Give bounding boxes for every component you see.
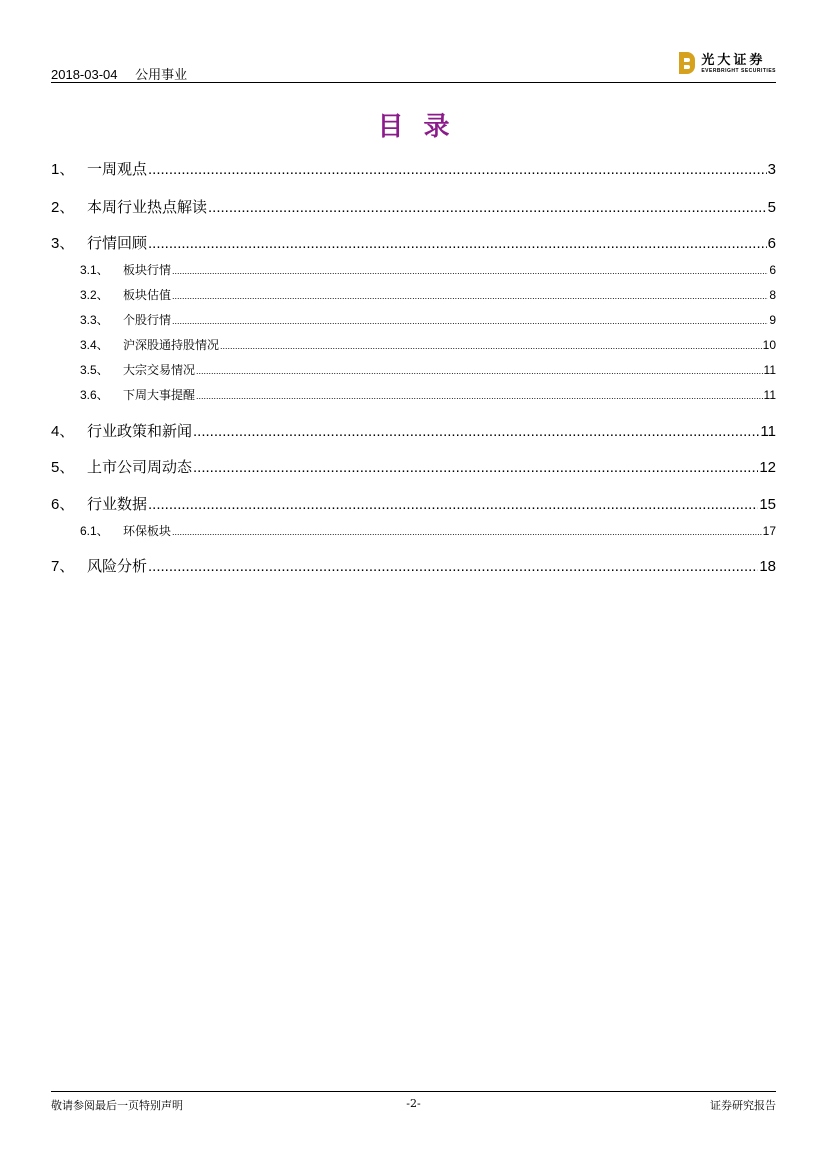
toc-subentry[interactable]: [51, 522, 776, 539]
toc-leader: [193, 423, 759, 440]
toc-subentry[interactable]: [51, 336, 776, 353]
report-date: 2018-03-04: [51, 67, 118, 82]
toc-number: 3.2、: [80, 288, 109, 302]
toc-label: 环保板块: [123, 524, 172, 538]
toc-label: 行业数据: [87, 496, 148, 513]
toc-leader: [172, 524, 762, 538]
toc-entry[interactable]: [51, 420, 776, 441]
toc-subentry[interactable]: [51, 311, 776, 328]
toc-leader: [193, 459, 758, 476]
toc-number: 2、: [51, 199, 75, 216]
toc-label: 板块估值: [123, 288, 172, 302]
toc-page: 11: [760, 423, 776, 440]
toc-leader: [148, 161, 767, 178]
toc-number: 3.5、: [80, 363, 109, 377]
toc-page: 6: [769, 263, 776, 277]
toc-number: 6、: [51, 496, 75, 513]
toc-page: 17: [762, 524, 776, 538]
toc-label: 风险分析: [87, 558, 148, 575]
toc-number: 3.4、: [80, 338, 109, 352]
header-meta: [51, 64, 201, 83]
toc-label: 大宗交易情况: [123, 363, 196, 377]
toc-number: 3.6、: [80, 388, 109, 402]
toc-page: 5: [767, 199, 776, 216]
toc-number: 6.1、: [80, 524, 109, 538]
toc-leader: [172, 313, 768, 327]
footer-report-type: 证券研究报告: [710, 1099, 776, 1112]
header-divider: [51, 82, 776, 83]
toc-leader: [208, 199, 767, 216]
toc-leader: [220, 338, 762, 352]
toc-page: 15: [759, 496, 776, 513]
toc-entry[interactable]: [51, 158, 776, 179]
toc-page: 11: [763, 363, 776, 377]
toc-label: 一周观点: [87, 161, 148, 178]
toc-page: 3: [767, 161, 776, 178]
page-title: 目录: [377, 112, 470, 142]
toc-subentry[interactable]: [51, 361, 776, 378]
toc-number: 3.1、: [80, 263, 109, 277]
toc-entry[interactable]: [51, 196, 776, 217]
toc-subentry[interactable]: [51, 286, 776, 303]
toc-label: 下周大事提醒: [123, 388, 196, 402]
toc-page: 12: [759, 459, 776, 476]
toc-page: 6: [767, 235, 776, 252]
toc-leader: [148, 235, 767, 252]
footer-page-number: -2-: [406, 1097, 421, 1110]
toc-number: 7、: [51, 558, 75, 575]
logo-mark-icon: [679, 52, 695, 74]
logo-en-text: EVERBRIGHT SECURITIES: [701, 67, 776, 74]
toc-entry[interactable]: [51, 555, 776, 576]
footer-divider: [51, 1091, 776, 1092]
toc-subentry[interactable]: [51, 261, 776, 278]
logo-cn-text: 光大证券: [701, 52, 766, 68]
toc-number: 3、: [51, 235, 75, 252]
toc-page: 10: [762, 338, 776, 352]
toc-page: 9: [769, 313, 776, 327]
toc-page: 8: [769, 288, 776, 302]
toc-leader: [172, 263, 768, 277]
toc-entry[interactable]: [51, 232, 776, 253]
toc-label: 个股行情: [123, 313, 172, 327]
toc-label: 板块行情: [123, 263, 172, 277]
toc-leader: [172, 288, 768, 302]
toc-label: 行情回顾: [87, 235, 148, 252]
toc-entry[interactable]: [51, 456, 776, 477]
toc-number: 5、: [51, 459, 75, 476]
toc-leader: [148, 496, 758, 513]
toc-label: 上市公司周动态: [87, 459, 193, 476]
footer-disclaimer: 敬请参阅最后一页特别声明: [51, 1099, 183, 1112]
page-header: [51, 52, 776, 82]
company-logo: [679, 52, 776, 74]
toc-label: 沪深股通持股情况: [123, 338, 220, 352]
toc-label: 行业政策和新闻: [87, 423, 193, 440]
toc-entry[interactable]: [51, 493, 776, 514]
toc-number: 4、: [51, 423, 75, 440]
toc-page: 18: [759, 558, 776, 575]
report-sector: 公用事业: [135, 67, 188, 82]
toc-leader: [148, 558, 758, 575]
toc-leader: [196, 363, 763, 377]
toc-number: 3.3、: [80, 313, 109, 327]
toc-page: 11: [763, 388, 776, 402]
toc-label: 本周行业热点解读: [87, 199, 208, 216]
toc-leader: [196, 388, 763, 402]
toc-subentry[interactable]: [51, 386, 776, 403]
toc-number: 1、: [51, 161, 75, 178]
